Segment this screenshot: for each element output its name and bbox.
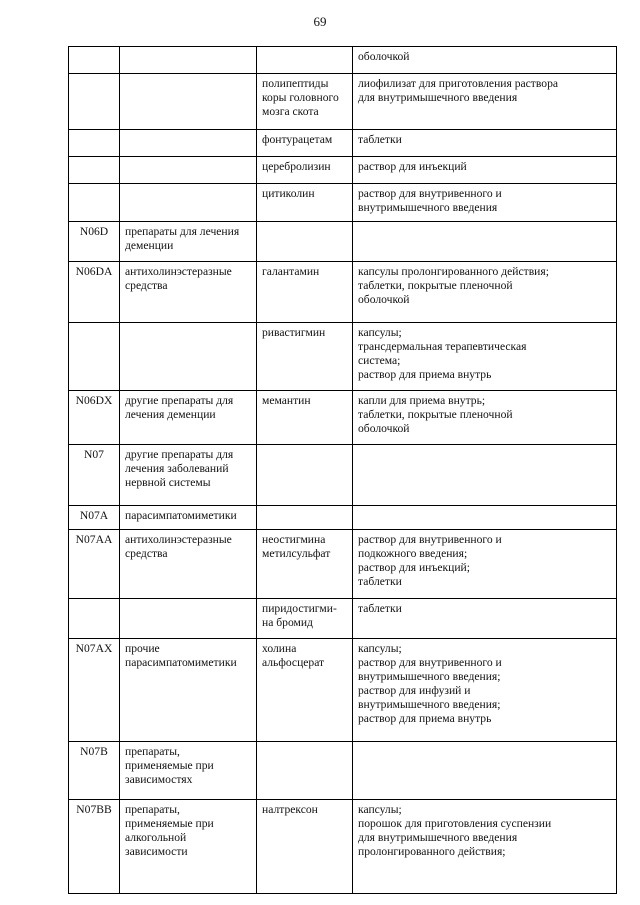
atc-code-cell <box>69 391 120 445</box>
table-row <box>69 599 617 639</box>
cell-text-line: лиофилизат для приготовления раствора <box>358 77 559 90</box>
atc-code-cell <box>69 74 120 130</box>
anatomical-group-cell <box>120 323 257 391</box>
cell-text-line: алкогольной <box>125 831 187 844</box>
dosage-forms-cell <box>353 391 617 445</box>
atc-code-cell <box>69 222 120 262</box>
cell-text-line: нервной системы <box>125 476 211 489</box>
cell-text-line: оболочкой <box>358 50 410 63</box>
anatomical-group-cell <box>120 130 257 157</box>
cell-text-line: ривастигмин <box>262 326 326 339</box>
anatomical-group-cell <box>120 391 257 445</box>
table-row <box>69 445 617 506</box>
cell-text-line: прочие <box>125 642 160 655</box>
cell-text: N06DX <box>75 394 113 407</box>
table-row <box>69 262 617 323</box>
anatomical-group-cell <box>120 222 257 262</box>
drug-name-cell <box>257 222 353 262</box>
dosage-forms-cell <box>353 323 617 391</box>
table-row <box>69 639 617 742</box>
drug-name-cell <box>257 506 353 530</box>
dosage-forms-cell <box>353 506 617 530</box>
cell-text-line: препараты, <box>125 745 180 758</box>
cell-text-line: таблетки <box>358 133 402 146</box>
dosage-forms-cell <box>353 639 617 742</box>
cell-text-line: лечения деменции <box>125 408 216 421</box>
cell-text-line: цитиколин <box>262 187 315 200</box>
cell-text-line: средства <box>125 279 168 292</box>
cell-text-line: полипептиды <box>262 77 329 90</box>
drug-name-cell <box>257 391 353 445</box>
atc-code-cell <box>69 530 120 599</box>
cell-text-line: порошок для приготовления суспензии <box>358 817 552 830</box>
dosage-forms-cell <box>353 445 617 506</box>
cell-text-line: раствор для инфузий и <box>358 684 471 697</box>
cell-text-line: препараты для лечения <box>125 225 240 238</box>
cell-text-line: антихолинэстеразные <box>125 265 232 278</box>
table-row <box>69 184 617 222</box>
cell-text-line: парасимпатомиметики <box>125 656 237 669</box>
cell-text: N06DA <box>75 265 113 278</box>
cell-text-line: зависимости <box>125 845 188 858</box>
table-row <box>69 222 617 262</box>
drug-name-cell <box>257 157 353 184</box>
atc-code-cell <box>69 262 120 323</box>
cell-text-line: трансдермальная терапевтическая <box>358 340 527 353</box>
atc-code-cell <box>69 47 120 74</box>
cell-text: N07BB <box>76 803 112 816</box>
cell-text-line: метилсульфат <box>262 547 331 560</box>
drug-name-cell <box>257 445 353 506</box>
drug-name-cell <box>257 530 353 599</box>
atc-code-cell <box>69 157 120 184</box>
drug-name-cell <box>257 800 353 894</box>
cell-text-line: зависимостях <box>125 773 193 786</box>
cell-text-line: раствор для внутривенного и <box>358 187 502 200</box>
cell-text-line: налтрексон <box>262 803 318 816</box>
atc-code-cell <box>69 800 120 894</box>
table-row <box>69 800 617 894</box>
anatomical-group-cell <box>120 599 257 639</box>
cell-text-line: таблетки <box>358 575 402 588</box>
anatomical-group-cell <box>120 74 257 130</box>
anatomical-group-cell <box>120 445 257 506</box>
cell-text-line: таблетки, покрытые пленочной <box>358 279 513 292</box>
cell-text-line: капсулы пролонгированного действия; <box>358 265 549 278</box>
cell-text-line: антихолинэстеразные <box>125 533 232 546</box>
dosage-forms-cell <box>353 47 617 74</box>
table-row <box>69 130 617 157</box>
anatomical-group-cell <box>120 530 257 599</box>
cell-text-line: подкожного введения; <box>358 547 468 560</box>
cell-text-line: парасимпатомиметики <box>125 509 237 522</box>
drug-name-cell <box>257 74 353 130</box>
cell-text: N07A <box>79 509 109 522</box>
cell-text-line: капли для приема внутрь; <box>358 394 486 407</box>
cell-text-line: мемантин <box>262 394 311 407</box>
cell-text-line: церебролизин <box>262 160 331 173</box>
cell-text-line: на бромид <box>262 616 313 629</box>
dosage-forms-cell <box>353 262 617 323</box>
atc-code-cell <box>69 639 120 742</box>
drug-list-table <box>68 46 617 894</box>
cell-text-line: мозга скота <box>262 105 319 118</box>
cell-text-line: система; <box>358 354 401 367</box>
atc-code-cell <box>69 445 120 506</box>
anatomical-group-cell <box>120 157 257 184</box>
anatomical-group-cell <box>120 639 257 742</box>
cell-text: N07AX <box>75 642 113 655</box>
cell-text-line: применяемые при <box>125 759 214 772</box>
dosage-forms-cell <box>353 222 617 262</box>
cell-text-line: другие препараты для <box>125 394 234 407</box>
anatomical-group-cell <box>120 506 257 530</box>
cell-text-line: оболочкой <box>358 293 410 306</box>
cell-text-line: таблетки, покрытые пленочной <box>358 408 513 421</box>
cell-text-line: таблетки <box>358 602 402 615</box>
table-body <box>69 47 617 894</box>
dosage-forms-cell <box>353 157 617 184</box>
drug-name-cell <box>257 742 353 800</box>
atc-code-cell <box>69 130 120 157</box>
anatomical-group-cell <box>120 800 257 894</box>
drug-name-cell <box>257 639 353 742</box>
cell-text-line: фонтурацетам <box>262 133 333 146</box>
table-row <box>69 506 617 530</box>
cell-text-line: раствор для инъекций; <box>358 561 470 574</box>
table-row <box>69 47 617 74</box>
cell-text-line: раствор для приема внутрь <box>358 368 492 381</box>
cell-text-line: внутримышечного введения <box>358 201 498 214</box>
anatomical-group-cell <box>120 742 257 800</box>
cell-text: N07AA <box>75 533 113 546</box>
dosage-forms-cell <box>353 599 617 639</box>
cell-text-line: деменции <box>125 239 174 252</box>
table-row <box>69 391 617 445</box>
cell-text-line: оболочкой <box>358 422 410 435</box>
drug-name-cell <box>257 599 353 639</box>
drug-name-cell <box>257 130 353 157</box>
cell-text: N06D <box>79 225 109 238</box>
atc-code-cell <box>69 323 120 391</box>
anatomical-group-cell <box>120 47 257 74</box>
cell-text-line: холина <box>262 642 297 655</box>
drug-name-cell <box>257 323 353 391</box>
dosage-forms-cell <box>353 800 617 894</box>
cell-text-line: галантамин <box>262 265 320 278</box>
cell-text-line: средства <box>125 547 168 560</box>
cell-text-line: другие препараты для <box>125 448 234 461</box>
cell-text-line: раствор для внутривенного и <box>358 656 502 669</box>
cell-text-line: коры головного <box>262 91 339 104</box>
dosage-forms-cell <box>353 530 617 599</box>
dosage-forms-cell <box>353 184 617 222</box>
drug-name-cell <box>257 47 353 74</box>
cell-text-line: внутримышечного введения; <box>358 670 501 683</box>
atc-code-cell <box>69 184 120 222</box>
cell-text: N07 <box>84 448 104 461</box>
page-number: 69 <box>313 14 327 29</box>
table-row <box>69 530 617 599</box>
cell-text-line: капсулы; <box>358 326 402 339</box>
cell-text-line: капсулы; <box>358 803 402 816</box>
atc-code-cell <box>69 506 120 530</box>
drug-name-cell <box>257 262 353 323</box>
cell-text-line: пиридостигми- <box>262 602 337 615</box>
cell-text-line: альфосцерат <box>262 656 325 669</box>
table-row <box>69 742 617 800</box>
anatomical-group-cell <box>120 262 257 323</box>
drug-name-cell <box>257 184 353 222</box>
atc-code-cell <box>69 742 120 800</box>
anatomical-group-cell <box>120 184 257 222</box>
cell-text-line: капсулы; <box>358 642 402 655</box>
dosage-forms-cell <box>353 742 617 800</box>
cell-text-line: применяемые при <box>125 817 214 830</box>
cell-text-line: пролонгированного действия; <box>358 845 506 858</box>
cell-text-line: для внутримышечного введения <box>358 91 518 104</box>
cell-text-line: препараты, <box>125 803 180 816</box>
cell-text-line: внутримышечного введения; <box>358 698 501 711</box>
table-row <box>69 157 617 184</box>
table-row <box>69 323 617 391</box>
cell-text-line: раствор для приема внутрь <box>358 712 492 725</box>
cell-text-line: лечения заболеваний <box>125 462 229 475</box>
cell-text-line: неостигмина <box>262 533 326 546</box>
cell-text-line: раствор для внутривенного и <box>358 533 502 546</box>
cell-text: N07B <box>80 745 108 758</box>
table-row <box>69 74 617 130</box>
cell-text-line: раствор для инъекций <box>358 160 467 173</box>
dosage-forms-cell <box>353 130 617 157</box>
cell-text-line: для внутримышечного введения <box>358 831 518 844</box>
atc-code-cell <box>69 599 120 639</box>
dosage-forms-cell <box>353 74 617 130</box>
